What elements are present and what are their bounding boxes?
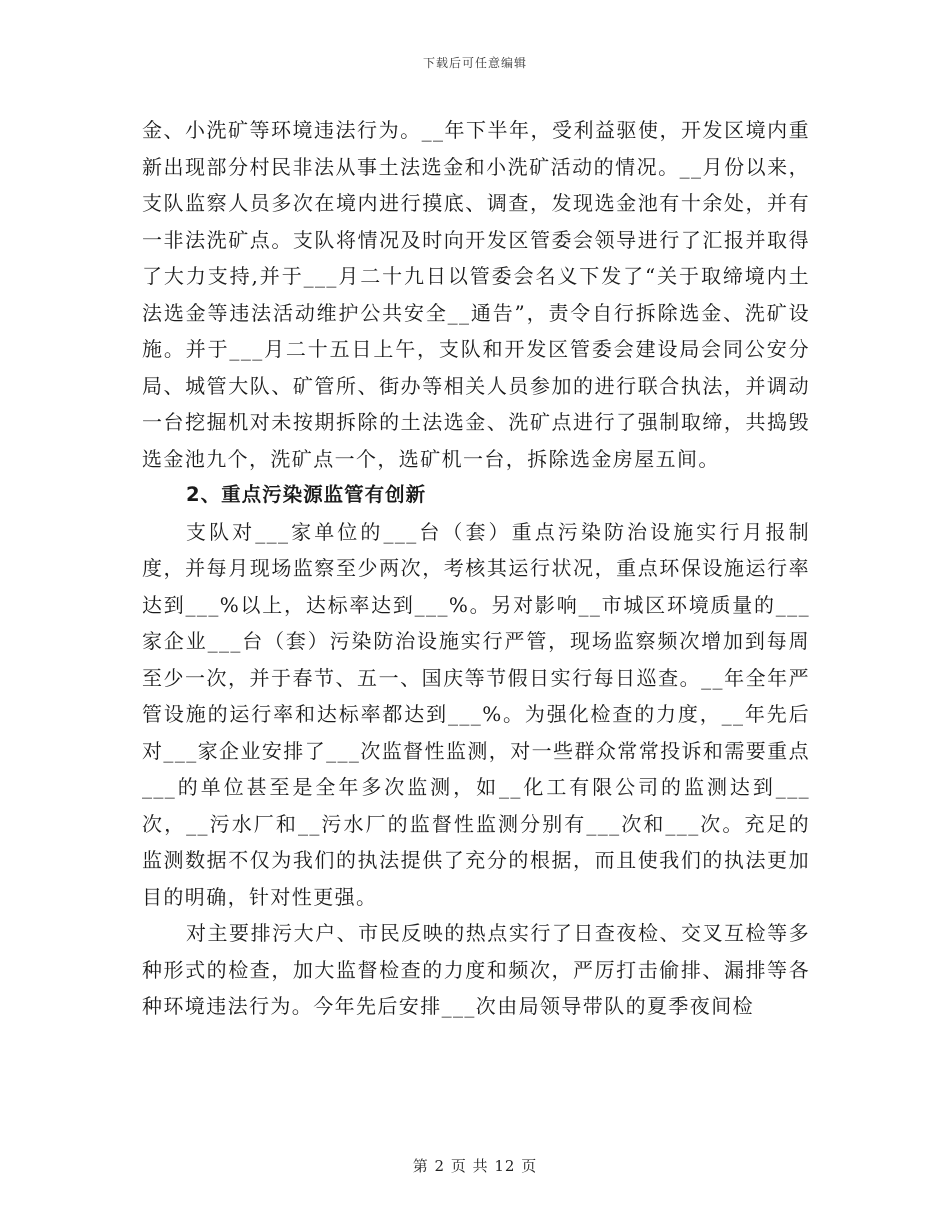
page-number: 第 2 页 共 12 页 xyxy=(412,1157,538,1175)
document-body xyxy=(142,112,810,1025)
paragraph-continuation: 金、小洗矿等环境违法行为。__年下半年，受利益驱使，开发区境内重新出现部分村民非法从事土法选金和小洗矿活动的情况。__月份以来，支队监察人员多次在境内进行摸底、调查，发现选金池有十余处，并有一非法洗矿点。支队将情况及时向开发区管委会领导进行了汇报并取得了大力支持,并于___月二十九日以管委会名义下发了“关于取缔境内土法选金等违法活动维护公共安全__通告”，责令自行拆除选金、洗矿设施。并于___月二十五日上午，支队和开发区管委会建设局会同公安分局、城管大队、矿管所、街办等相关人员参加的进行联合执法，并调动一台挖掘机对未按期拆除的土法选金、洗矿点进行了强制取缔，共捣毁选金池九个，洗矿点一个，选矿机一台，拆除选金房屋五间。 xyxy=(142,118,810,471)
paragraph-inspection: 对主要排污大户、市民反映的热点实行了日查夜检、交叉互检等多种形式的检查，加大监督检查的力度和频次，严厉打击偷排、漏排等各种环境违法行为。今年先后安排___次由局领导带队的夏季夜间检 xyxy=(142,921,810,1018)
paragraph-monitoring: 支队对___家单位的___台（套）重点污染防治设施实行月报制度，并每月现场监察至少两次，考核其运行状况，重点环保设施运行率达到___%以上，达标率达到___%。另对影响__市城区环境质量的___家企业___台（套）污染防治设施实行严管，现场监察频次增加到每周至少一次，并于春节、五一、国庆等节假日实行每日巡查。__年全年严管设施的运行率和达标率都达到___%。为强化检查的力度，__年先后对___家企业安排了___次监督性监测，对一些群众常常投诉和需要重点___的单位甚至是全年多次监测，如__化工有限公司的监测达到___次，__污水厂和__污水厂的监督性监测分别有___次和___次。充足的监测数据不仅为我们的执法提供了充分的根据，而且使我们的执法更加目的明确，针对性更强。 xyxy=(142,519,810,909)
section-heading: 2、重点污染源监管有创新 xyxy=(186,483,427,506)
header-note: 下载后可任意编辑 xyxy=(422,56,527,70)
